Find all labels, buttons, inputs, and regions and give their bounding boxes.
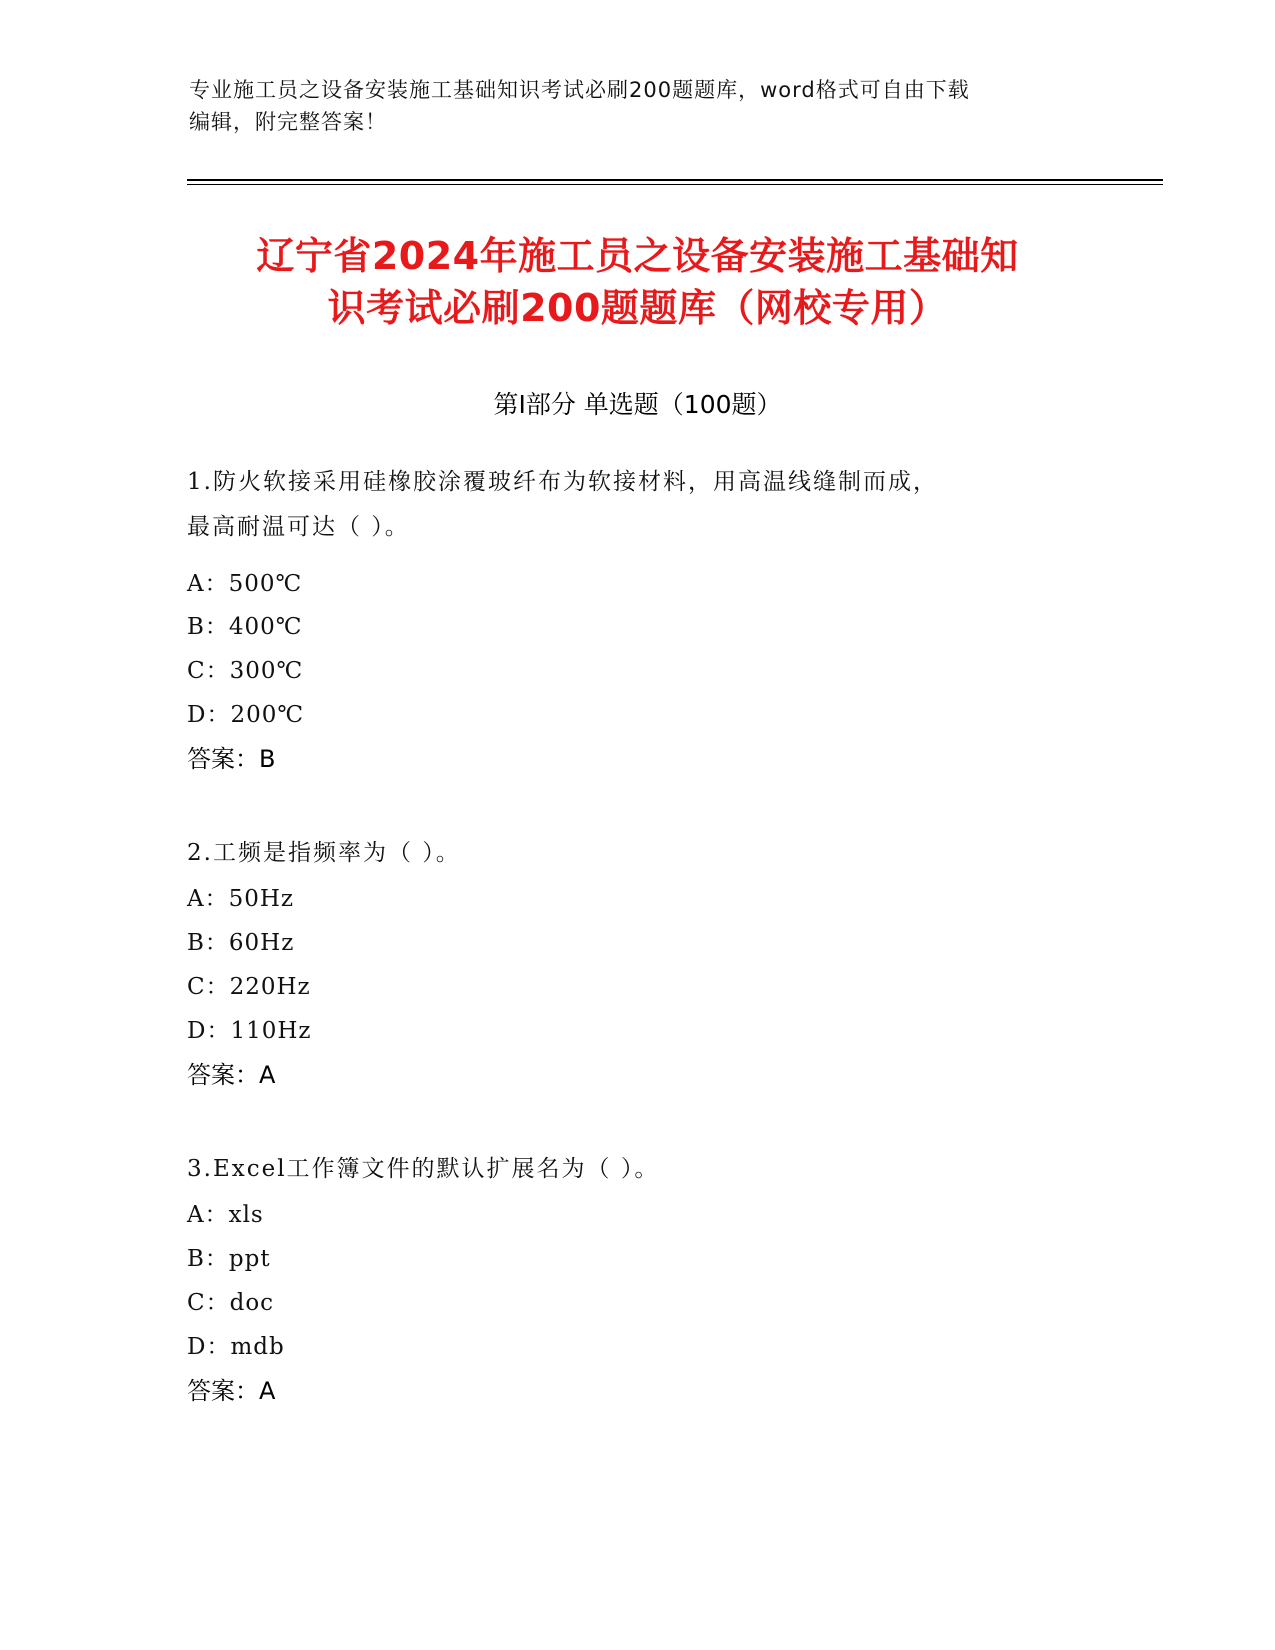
document-title-line-1: 辽宁省2024年施工员之设备安装施工基础知 (256, 234, 1019, 278)
question-1-option-a: A：500℃ (187, 571, 303, 597)
question-3-stem-line-1: 3.Excel工作簿文件的默认扩展名为（ ）。 (187, 1156, 660, 1182)
question-2-option-a: A：50Hz (187, 886, 295, 912)
question-1-stem-line-2: 最高耐温可达（ ）。 (187, 514, 410, 540)
question-3-option-a: A：xls (187, 1202, 264, 1228)
header-divider-thin (187, 184, 1163, 185)
question-1-option-b: B：400℃ (187, 614, 303, 640)
question-1-answer: 答案：B (187, 745, 276, 773)
question-2-answer: 答案：A (187, 1061, 276, 1089)
question-2-option-d: D：110Hz (187, 1018, 312, 1044)
header-note-line-2: 编辑，附完整答案！ (189, 110, 387, 134)
question-1-stem-line-1: 1.防火软接采用硅橡胶涂覆玻纤布为软接材料，用高温线缝制而成， (187, 469, 938, 495)
question-3-stem (187, 1147, 1087, 1192)
question-2-stem-line-1: 2.工频是指频率为（ ）。 (187, 840, 461, 866)
section-title: 第Ⅰ部分 单选题（100题） (493, 390, 782, 419)
header-note-line-1: 专业施工员之设备安装施工基础知识考试必刷200题题库，word格式可自由下载 (189, 78, 970, 102)
question-3-option-c: C：doc (187, 1290, 275, 1316)
question-3-option-b: B：ppt (187, 1246, 271, 1272)
question-1-stem (187, 460, 1087, 550)
document-title-line-2: 识考试必刷200题题库（网校专用） (327, 286, 948, 330)
header-divider-thick (187, 179, 1163, 181)
question-1-option-c: C：300℃ (187, 658, 304, 684)
question-3-option-d: D：mdb (187, 1334, 285, 1360)
question-2-stem (187, 831, 1087, 876)
header-note (189, 74, 1089, 138)
question-2-option-b: B：60Hz (187, 930, 295, 956)
question-2-option-c: C：220Hz (187, 974, 311, 1000)
question-1-option-d: D：200℃ (187, 702, 305, 728)
document-title (150, 230, 1125, 334)
question-3-answer: 答案：A (187, 1377, 276, 1405)
